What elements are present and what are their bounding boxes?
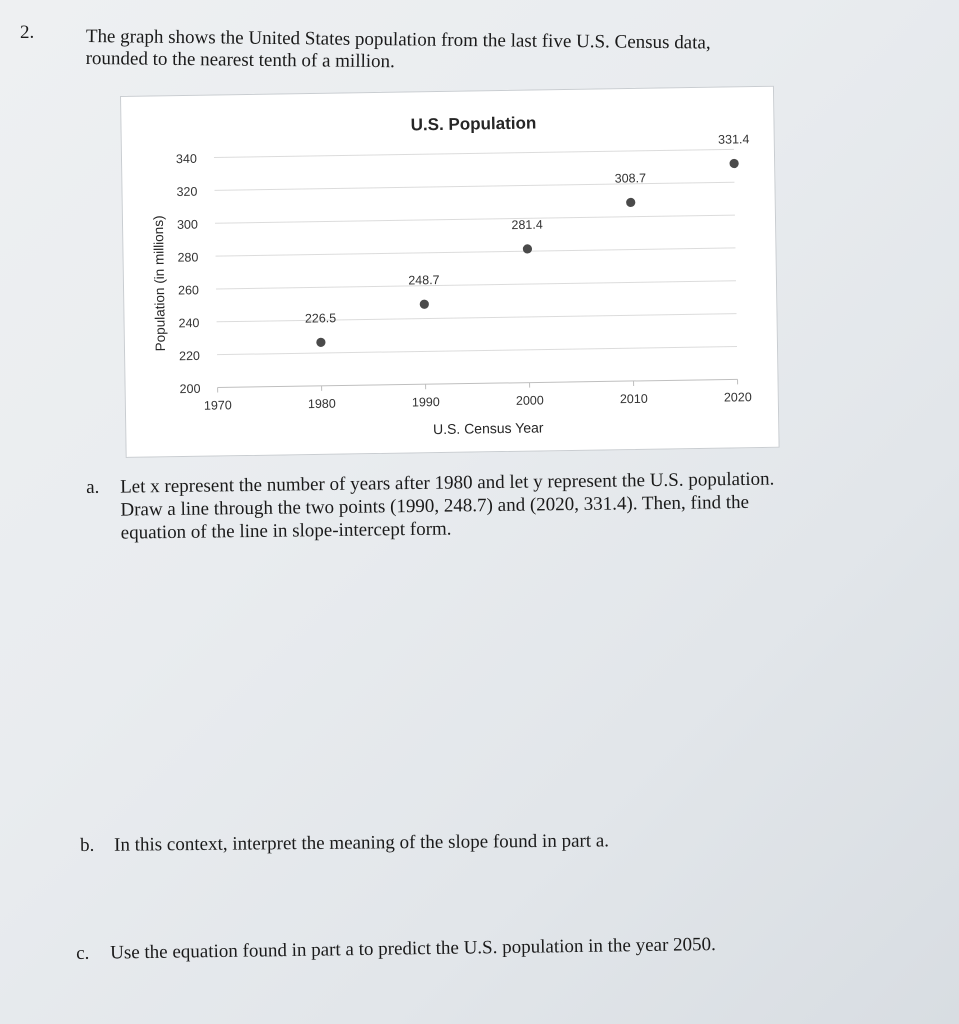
data-label-1980: 226.5 — [304, 311, 337, 326]
y-tick-260: 260 — [177, 283, 200, 298]
data-point-2010 — [626, 198, 635, 207]
y-tick-300: 300 — [176, 217, 198, 232]
part-b — [80, 828, 780, 857]
data-point-1980 — [316, 338, 325, 347]
part-b-text: In this context, interpret the meaning of the slope found in part a. — [114, 830, 610, 856]
part-c-text: Use the equation found in part a to predict the U.S. population in the year 2050. — [110, 934, 716, 964]
gridline-320 — [214, 182, 734, 190]
question-number: 2. — [20, 22, 35, 43]
intro-line-1: The graph shows the United States population from the last five U.S. Census data, — [85, 26, 711, 54]
part-b-label: b. — [80, 834, 95, 856]
gridline-220 — [217, 346, 737, 354]
intro-line-2: rounded to the nearest tenth of a million. — [85, 47, 395, 73]
y-tick-240: 240 — [178, 316, 200, 331]
gridline-300 — [215, 215, 735, 223]
gridline-280 — [216, 248, 736, 256]
y-tick-200: 200 — [179, 381, 201, 397]
y-tick-280: 280 — [177, 250, 199, 265]
x-tick-1990: 1990 — [411, 395, 440, 410]
chart-title: U.S. Population — [410, 113, 537, 135]
data-label-1990: 248.7 — [408, 272, 440, 288]
y-tick-220: 220 — [178, 348, 201, 364]
gridline-240 — [217, 314, 737, 322]
x-tick-1980: 1980 — [307, 396, 336, 412]
gridline-200 — [218, 379, 738, 387]
question-intro — [86, 26, 806, 78]
x-tick-2020: 2020 — [723, 390, 752, 405]
data-label-2000: 281.4 — [511, 217, 543, 233]
data-label-2020: 331.4 — [718, 132, 750, 147]
part-a-label: a. — [86, 476, 100, 498]
part-a-line-3: equation of the line in slope-intercept form. — [120, 518, 452, 544]
y-tick-320: 320 — [176, 184, 198, 199]
population-chart — [120, 86, 780, 458]
gridline-340 — [214, 149, 734, 157]
data-label-2010: 308.7 — [614, 171, 647, 186]
y-tick-340: 340 — [175, 151, 197, 167]
data-point-1990 — [420, 300, 429, 309]
data-point-2000 — [523, 244, 532, 253]
x-tick-2000: 2000 — [515, 393, 544, 408]
x-tick-1970: 1970 — [203, 398, 232, 413]
y-axis-label: Population (in millions) — [150, 215, 169, 352]
chart-svg — [121, 87, 779, 457]
part-a-line-2: Draw a line through the two points (1990, 248.7) and (2020, 331.4). Then, find the — [120, 491, 750, 521]
x-tick-2010: 2010 — [619, 391, 648, 407]
part-c-label: c. — [76, 942, 90, 964]
data-point-2020 — [729, 159, 738, 168]
x-axis-label: U.S. Census Year — [432, 419, 544, 438]
part-c — [76, 931, 896, 965]
gridline-260 — [216, 281, 736, 289]
part-a — [86, 466, 876, 544]
part-a-line-1: Let x represent the number of years after 1980 and let y represent the U.S. population. — [120, 468, 775, 498]
